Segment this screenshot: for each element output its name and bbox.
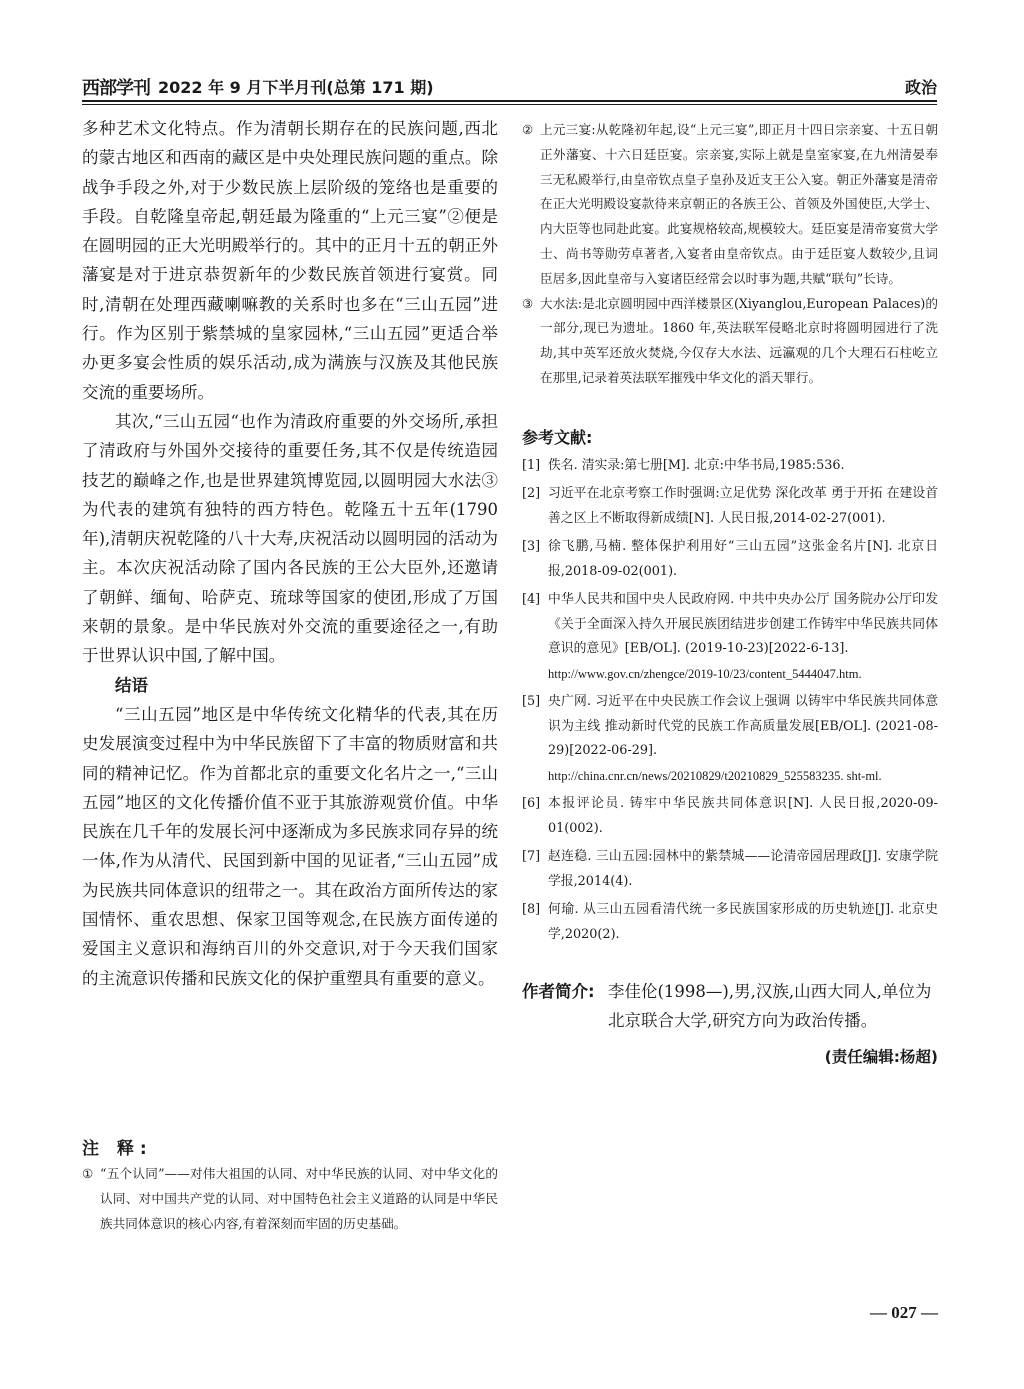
reference-number: [1]	[522, 457, 541, 473]
note-number: ①	[82, 1166, 94, 1181]
reference-number: [3]	[522, 539, 541, 555]
running-header	[82, 74, 937, 100]
header-rule-thin	[82, 104, 937, 105]
reference-text: 何瑜. 从三山五园看清代统一多民族国家形成的历史轨迹[J]. 北京史学,2020(2).	[548, 902, 938, 942]
conclusion-heading: 结语	[115, 675, 148, 695]
author-bio	[522, 977, 938, 1035]
reference-text: 中华人民共和国中央人民政府网. 中共中央办公厅 国务院办公厅印发《关于全面深入持久开展民族团结进步创建工作铸牢中华民族共同体意识的意见》[EB/OL]. (2019-10-23)[2022-6-13].	[548, 592, 938, 657]
note-3	[522, 292, 938, 391]
note-2	[522, 118, 938, 292]
reference-item	[522, 898, 938, 947]
reference-number: [2]	[522, 486, 541, 502]
reference-text: 徐飞鹏,马楠. 整体保护利用好“三山五园”这张金名片[N]. 北京日报,2018-09-02(001).	[548, 539, 938, 579]
references-heading: 参考文献:	[522, 427, 593, 447]
reference-number: [5]	[522, 694, 541, 710]
note-text: “五个认同”——对伟大祖国的认同、对中华民族的认同、对中华文化的认同、对中国共产党的认同、对中国特色社会主义道路的认同是中华民族共同体意识的核心内容,有着深刻而牢固的历史基础。	[100, 1166, 498, 1231]
body-paragraph-3: “三山五园”地区是中华传统文化精华的代表,其在历史发展演变过程中为中华民族留下了丰富的物质财富和共同的精神记忆。作为首都北京的重要文化名片之一,“三山五园”地区的文化传播价值不亚于其旅游观赏价值。中华民族在几千年的发展长河中逐渐成为多民族求同存异的统一体,作为从清代、民国到新中国的见证者,“三山五园”成为民族共同体意识的纽带之一。其在政治方面所传达的家国情怀、重农思想、保家卫国等观念,在民族方面传递的爱国主义意识和海纳百川的外交意识,对于今天我们国家的主流意识传播和民族文化的保护重塑具有重要的意义。	[82, 704, 498, 988]
notes-heading: 注 释:	[82, 1139, 153, 1159]
reference-number: [8]	[522, 902, 541, 918]
reference-item	[522, 535, 938, 584]
note-number: ②	[522, 122, 534, 137]
reference-number: [4]	[522, 592, 541, 608]
reference-item	[522, 690, 938, 788]
reference-text: 央广网. 习近平在中央民族工作会议上强调 以铸牢中华民族共同体意识为主线 推动新时代党的民族工作高质量发展[EB/OL]. (2021-08-29)[2022-06-29].	[548, 694, 938, 759]
section-label: 政治	[904, 78, 937, 97]
header-rule-thick	[82, 100, 937, 102]
reference-text: 赵连稳. 三山五园:园林中的紫禁城——论清帝园居理政[J]. 安康学院学报,2014(4).	[548, 849, 938, 889]
right-column	[522, 118, 938, 1067]
journal-logo: 西部学刊	[82, 78, 150, 99]
note-text: 大水法:是北京圆明园中西洋楼景区(Xiyanglou,European Palaces)的一部分,现已为遗址。1860 年,英法联军侵略北京时将圆明园进行了洗劫,其中英军还放火焚烧,今仅存大水法、远瀛观的几个大理石石柱屹立在那里,记录着英法联军摧残中华文化的滔天罪行。	[540, 295, 938, 385]
reference-text: 习近平在北京考察工作时强调:立足优势 深化改革 勇于开拓 在建设首善之区上不断取得新成绩[N]. 人民日报,2014-02-27(001).	[548, 486, 938, 526]
reference-text: 本报评论员. 铸牢中华民族共同体意识[N]. 人民日报,2020-09-01(002).	[548, 796, 938, 836]
notes-continued	[522, 118, 938, 391]
reference-item	[522, 792, 938, 841]
reference-url[interactable]: http://china.cnr.cn/news/20210829/t20210829_525583235. sht-ml.	[548, 768, 882, 783]
notes-list	[82, 1162, 498, 1236]
responsible-editor: (责任编辑:杨超)	[824, 1048, 938, 1067]
reference-url[interactable]: http://www.gov.cn/zhengce/2019-10/23/content_5444047.htm.	[548, 666, 862, 681]
issue-info: 2022 年 9 月下半月刊(总第 171 期)	[158, 78, 434, 97]
author-bio-text: 李佳伦(1998—),男,汉族,山西大同人,单位为北京联合大学,研究方向为政治传播。	[608, 982, 932, 1031]
reference-number: [7]	[522, 849, 541, 865]
page-number: — 027 —	[870, 1303, 938, 1322]
reference-item	[522, 482, 938, 531]
note-1	[82, 1162, 498, 1236]
references-list	[522, 454, 938, 948]
reference-text: 佚名. 清实录:第七册[M]. 北京:中华书局,1985:536.	[548, 457, 845, 473]
author-bio-label: 作者简介:	[522, 982, 595, 1002]
reference-number: [6]	[522, 796, 541, 812]
reference-item	[522, 845, 938, 894]
note-text: 上元三宴:从乾隆初年起,设“上元三宴”,即正月十四日宗亲宴、十五日朝正外藩宴、十六日廷臣宴。宗亲宴,实际上就是皇室家宴,在九州清晏奉三无私殿举行,由皇帝钦点皇子皇孙及近支王公入宴。朝正外藩宴是清帝在正大光明殿设宴款待来京朝正的各族王公、首领及外国使臣,大学士、内大臣等也同赴此宴。此宴规格较高,规模较大。廷臣宴是清帝宴赏大学士、尚书等勋劳卓著者,入宴者由皇帝钦点。由于廷臣宴人数较少,且词臣居多,因此皇帝与入宴诸臣经常会以时事为题,共赋“联句”长诗。	[540, 122, 938, 286]
note-number: ③	[522, 295, 534, 311]
left-column	[82, 114, 498, 993]
reference-item	[522, 454, 938, 479]
reference-item	[522, 588, 938, 686]
body-paragraph-1: 多种艺术文化特点。作为清朝长期存在的民族问题,西北的蒙古地区和西南的藏区是中央处理民族问题的重点。除战争手段之外,对于少数民族上层阶级的笼络也是重要的手段。自乾隆皇帝起,朝廷最为隆重的“上元三宴”②便是在圆明园的正大光明殿举行的。其中的正月十五的朝正外藩宴是对于进京恭贺新年的少数民族首领进行宴赏。同时,清朝在处理西藏喇嘛教的关系时也多在“三山五园”进行。作为区别于紫禁城的皇家园林,“三山五园”更适合举办更多宴会性质的娱乐活动,成为满族与汉族及其他民族交流的重要场所。	[82, 119, 498, 402]
body-paragraph-2: 其次,“三山五园“也作为清政府重要的外交场所,承担了清政府与外国外交接待的重要任务,其不仅是传统造园技艺的巅峰之作,也是世界建筑博览园,以圆明园大水法③为代表的建筑有独特的西方特色。乾隆五十五年(1790 年),清朝庆祝乾隆的八十大寿,庆祝活动以圆明园的活动为主。本次庆祝活动除了国内各民族的王公大臣外,还邀请了朝鲜、缅甸、哈萨克、琉球等国家的使团,形成了万国来朝的景象。是中华民族对外交流的重要途径之一,有助于世界认识中国,了解中国。	[82, 411, 498, 666]
